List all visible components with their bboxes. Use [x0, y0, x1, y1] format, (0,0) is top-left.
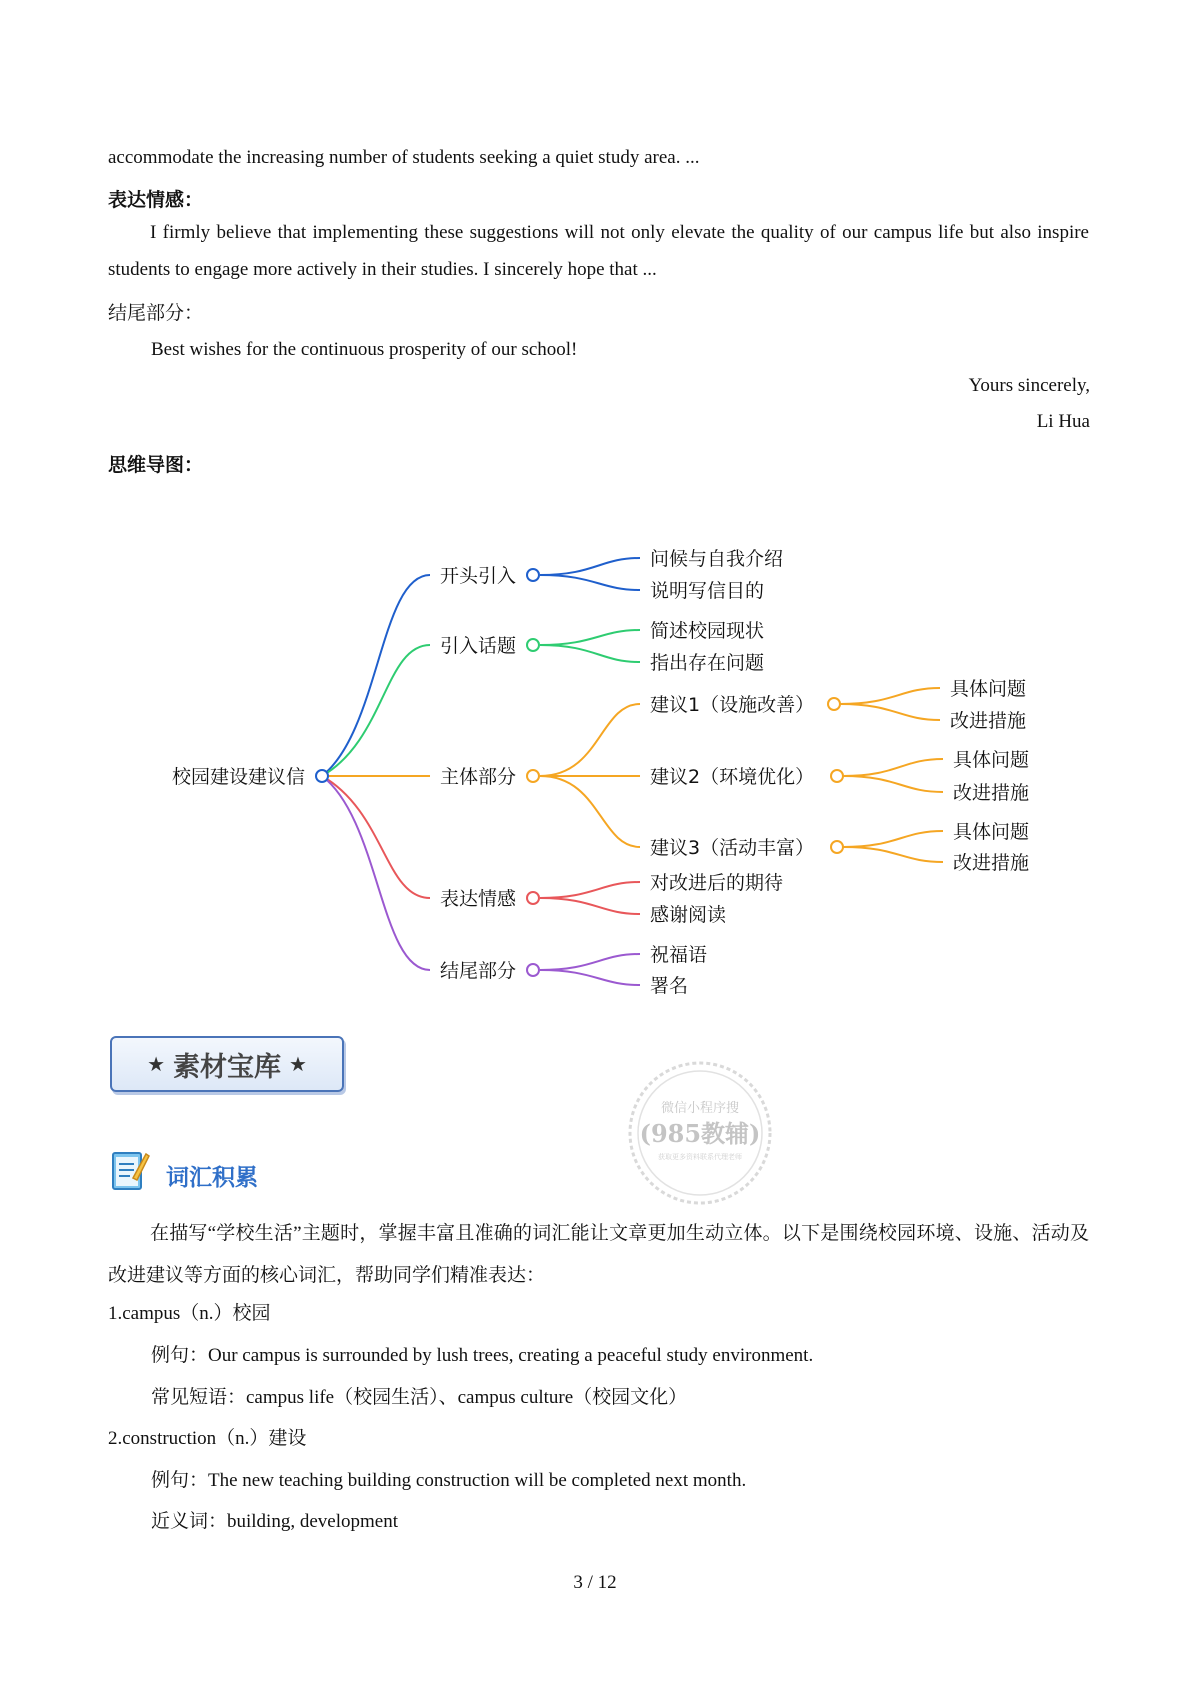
leaf-label: 改进措施 [950, 710, 1027, 732]
vocab-title: 词汇积累 [166, 1165, 258, 1191]
letter-body-line: accommodate the increasing number of students seeking a quiet study area. ... [108, 147, 700, 168]
suggestion-label: 建议1（设施改善） [650, 694, 815, 716]
watermark-line2: (985教辅) [639, 1119, 761, 1148]
vocab-synonyms: 近义词：building, development [151, 1511, 398, 1532]
branch3-node-dot [527, 770, 539, 782]
star-icon: ★ [289, 1052, 307, 1076]
leaf-label: 具体问题 [953, 821, 1030, 843]
vocab-example: 例句：Our campus is surrounded by lush trees, creating a peaceful study environment. [151, 1345, 814, 1366]
leaf-label: 问候与自我介绍 [650, 548, 784, 570]
emotion-heading: 表达情感： [108, 189, 204, 211]
mind-map [0, 500, 1190, 1020]
branch5-node-dot [527, 964, 539, 976]
leaf-label: 简述校园现状 [650, 620, 765, 642]
leaf-label: 具体问题 [950, 678, 1027, 700]
leaf-label: 署名 [650, 975, 689, 997]
suggestion3-node-dot [831, 841, 843, 853]
watermark-line3: 获取更多资料联系代理老师 [658, 1153, 742, 1161]
branch-label: 表达情感 [440, 888, 517, 910]
vocab-item-head: 2.construction（n.）建设 [108, 1428, 307, 1449]
connector-branch5 [322, 776, 430, 970]
branch1-node-dot [527, 569, 539, 581]
watermark-line1: 微信小程序搜 [660, 1101, 740, 1116]
leaf-label: 祝福语 [650, 944, 708, 966]
signature: Li Hua [1036, 411, 1090, 432]
connector-branch1 [322, 575, 430, 776]
connector-branch2 [322, 645, 430, 776]
leaf-label: 对改进后的期待 [650, 872, 784, 894]
branch-label: 结尾部分 [440, 960, 517, 982]
page-number: 3 / 12 [573, 1572, 617, 1593]
suggestion1-node-dot [828, 698, 840, 710]
leaf-label: 指出存在问题 [650, 652, 765, 674]
leaf-label: 说明写信目的 [650, 580, 765, 602]
leaf-label: 具体问题 [953, 749, 1030, 771]
suggestion-label: 建议2（环境优化） [650, 766, 815, 788]
branch-label: 引入话题 [440, 635, 517, 657]
banner-title: 素材宝库 [173, 1051, 281, 1083]
vocab-intro: 在描写“学校生活”主题时，掌握丰富且准确的词汇能让文章更加生动立体。以下是围绕校园环境、设施、活动及改进建议等方面的核心词汇，帮助同学们精准表达： [108, 1223, 1089, 1286]
suggestion2-node-dot [831, 770, 843, 782]
ending-heading: 结尾部分： [108, 302, 204, 324]
mindmap-root: 校园建设建议信 [172, 766, 306, 788]
branch-label: 主体部分 [440, 766, 517, 788]
star-icon: ★ [147, 1052, 165, 1076]
branch2-node-dot [527, 639, 539, 651]
suggestion-label: 建议3（活动丰富） [650, 837, 815, 859]
emotion-paragraph: I firmly believe that implementing these suggestions will not only elevate the quality of our campus life but also inspire students to engage more actively in their studies. I sincerely hope that ... [108, 222, 1089, 280]
material-library-banner [110, 1036, 344, 1092]
branch-label: 开头引入 [440, 565, 517, 587]
watermark-stamp [625, 1058, 775, 1208]
ending-line: Best wishes for the continuous prosperity of our school! [151, 339, 578, 360]
root-node-dot [316, 770, 328, 782]
notepad-pencil-icon [110, 1148, 150, 1194]
closing: Yours sincerely, [968, 375, 1090, 396]
leaf-label: 改进措施 [953, 852, 1030, 874]
leaf-label: 改进措施 [953, 782, 1030, 804]
branch4-node-dot [527, 892, 539, 904]
leaf-label: 感谢阅读 [650, 904, 727, 926]
vocab-phrases: 常见短语：campus life（校园生活）、campus culture（校园文化） [151, 1387, 688, 1408]
vocab-example: 例句：The new teaching building construction will be completed next month. [151, 1470, 747, 1491]
mindmap-heading: 思维导图： [108, 454, 204, 476]
vocab-item-head: 1.campus（n.）校园 [108, 1303, 271, 1324]
